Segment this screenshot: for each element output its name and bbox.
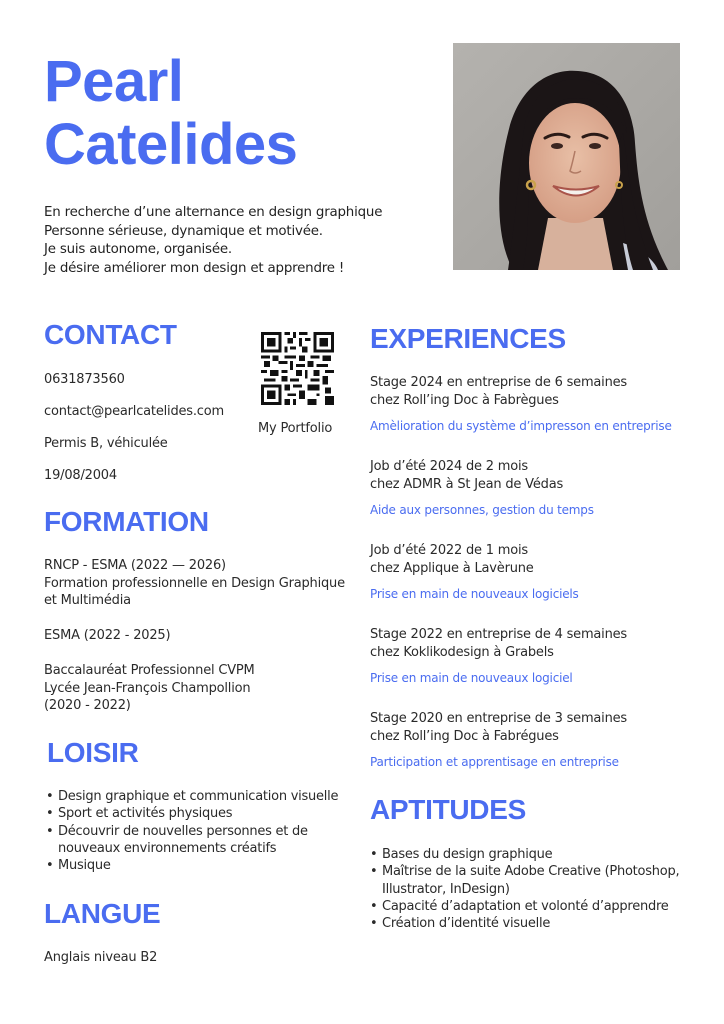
- loisir-title: LOISIR: [47, 737, 139, 768]
- experience-title: Stage 2022 en entreprise de 4 semaines: [370, 627, 627, 642]
- formation-line: Baccalauréat Professionnel CVPM: [44, 663, 255, 678]
- contact-phone[interactable]: 0631873560: [44, 372, 125, 387]
- intro-line: Personne sérieuse, dynamique et motivée.: [44, 223, 323, 239]
- aptitude-item: • Capacité d’adaptation et volonté d’apprendre: [369, 898, 689, 915]
- experience-company: chez Koklikodesign à Grabels: [370, 644, 554, 660]
- loisir-item: • Design graphique et communication visuelle: [45, 788, 345, 805]
- formation-line: (2020 - 2022): [44, 698, 131, 713]
- experience-title: Job d’été 2024 de 2 mois: [370, 459, 528, 474]
- intro-line: Je suis autonome, organisée.: [44, 242, 232, 257]
- experience-company: chez Applique à Lavèrune: [370, 560, 534, 576]
- experience-detail: Prise en main de nouveaux logiciels: [370, 587, 579, 601]
- experience-company: chez Roll’ing Doc à Fabrègues: [370, 392, 559, 408]
- experience-detail: Participation et apprentisage en entreprise: [370, 755, 619, 769]
- loisir-list: [45, 788, 345, 874]
- contact-birthdate: 19/08/2004: [44, 468, 117, 483]
- candidate-name: [44, 50, 297, 176]
- formation-line: Formation professionnelle en Design Graphique: [44, 575, 345, 591]
- formation-line: et Multimédia: [44, 593, 131, 608]
- loisir-item: • Musique: [45, 857, 345, 874]
- last-name: Catelides: [44, 112, 298, 177]
- contact-license: Permis B, véhiculée: [44, 436, 168, 451]
- contact-email[interactable]: contact@pearlcatelides.com: [44, 404, 224, 419]
- formation-line: RNCP - ESMA (2022 — 2026): [44, 558, 226, 573]
- contact-title: CONTACT: [44, 319, 177, 350]
- intro-line: Je désire améliorer mon design et apprendre !: [44, 260, 345, 276]
- experience-detail: Amèlioration du système d’impresson en entreprise: [370, 419, 672, 433]
- experience-item: [370, 374, 672, 434]
- experience-detail: Prise en main de nouveaux logiciel: [370, 671, 573, 685]
- first-name: Pearl: [44, 49, 184, 114]
- experience-title: Stage 2020 en entreprise de 3 semaines: [370, 711, 627, 726]
- profile-photo: [453, 43, 680, 270]
- experience-item: [370, 710, 627, 770]
- aptitudes-title: APTITUDES: [370, 794, 526, 825]
- portrait-illustration: [453, 43, 680, 270]
- intro-line: En recherche d’une alternance en design graphique: [44, 205, 383, 220]
- qr-code-icon[interactable]: [261, 332, 334, 405]
- aptitudes-list: [369, 846, 689, 932]
- formation-entry: [44, 557, 345, 610]
- formation-entry: [44, 627, 170, 645]
- formation-line: ESMA (2022 - 2025): [44, 628, 171, 643]
- loisir-item: • Découvrir de nouvelles personnes et de nouveaux environnements créatifs: [45, 823, 345, 858]
- formation-line: Lycée Jean-François Champollion: [44, 680, 251, 696]
- experience-detail: Aide aux personnes, gestion du temps: [370, 503, 594, 517]
- experience-item: [370, 458, 594, 518]
- experience-title: Job d’été 2022 de 1 mois: [370, 543, 528, 558]
- portfolio-label[interactable]: My Portfolio: [258, 421, 333, 436]
- aptitude-item: • Bases du design graphique: [369, 846, 689, 863]
- formation-title: FORMATION: [44, 506, 209, 537]
- experience-title: Stage 2024 en entreprise de 6 semaines: [370, 375, 627, 390]
- experiences-title: EXPERIENCES: [370, 323, 566, 354]
- langue-item: Anglais niveau B2: [44, 950, 158, 965]
- aptitude-item: • Création d’identité visuelle: [369, 915, 689, 932]
- loisir-item: • Sport et activités physiques: [45, 805, 345, 822]
- langue-title: LANGUE: [44, 898, 161, 929]
- intro-text: [44, 204, 382, 278]
- experience-company: chez Roll’ing Doc à Fabrégues: [370, 728, 559, 744]
- formation-entry: [44, 662, 255, 715]
- experience-company: chez ADMR à St Jean de Védas: [370, 476, 564, 492]
- experience-item: [370, 542, 579, 602]
- aptitude-item: • Maîtrise de la suite Adobe Creative (Photoshop, Illustrator, InDesign): [369, 863, 689, 898]
- experience-item: [370, 626, 627, 686]
